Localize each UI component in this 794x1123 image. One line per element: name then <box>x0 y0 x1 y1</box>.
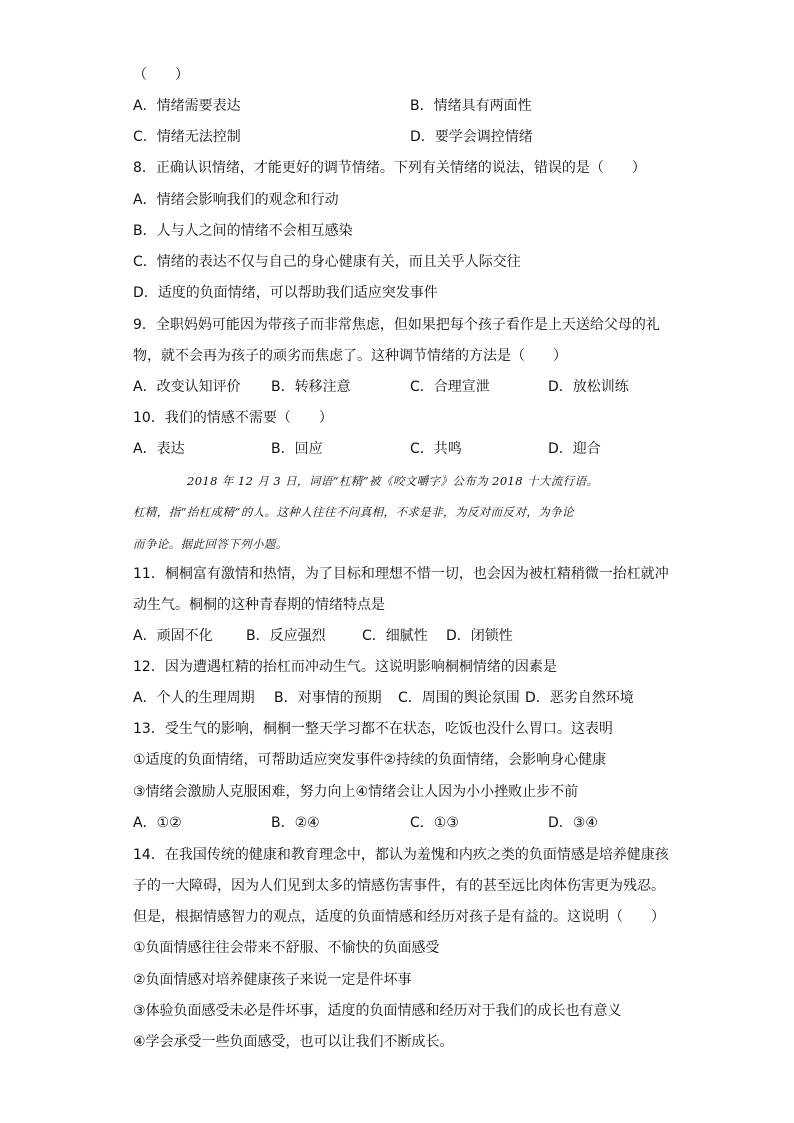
q8-option-b: B．人与人之间的情绪不会相互感染 <box>133 223 353 239</box>
q11-option-a: A．顽固不化 <box>133 628 213 644</box>
q8-option-d: D．适度的负面情绪，可以帮助我们适应突发事件 <box>133 285 438 301</box>
q7-option-b: B．情绪具有两面性 <box>410 98 532 114</box>
q9-option-a: A．改变认知评价 <box>133 379 241 395</box>
q9-option-b: B．转移注意 <box>271 379 351 395</box>
q8-stem: 8．正确认识情绪，才能更好的调节情绪。下列有关情绪的说法，错误的是（ ） <box>133 160 646 176</box>
q12-stem: 12．因为遭遇杠精的抬杠而冲动生气。这说明影响桐桐情绪的因素是 <box>133 659 557 675</box>
q13-option-d: D．③④ <box>548 815 598 831</box>
q14-statement-3: ③体验负面感受未必是件坏事，适度的负面情感和经历对于我们的成长也有意义 <box>133 1003 622 1019</box>
q8-option-a: A．情绪会影响我们的观念和行动 <box>133 192 339 208</box>
q9-option-c: C．合理宣泄 <box>410 379 490 395</box>
q12-option-c: C．周围的舆论氛围 <box>398 690 520 706</box>
q14-stem-line2: 子的一大障碍，因为人们见到太多的情感伤害事件，有的甚至远比肉体伤害更为残忍。 <box>133 878 665 894</box>
q13-stem: 13．受生气的影响，桐桐一整天学习都不在状态，吃饭也没什么胃口。这表明 <box>133 721 613 737</box>
q9-option-d: D．放松训练 <box>548 379 629 395</box>
q13-option-a: A．①② <box>133 815 182 831</box>
q14-statement-1: ①负面情感往往会带来不舒服、不愉快的负面感受 <box>133 940 440 956</box>
q10-stem: 10．我们的情感不需要（ ） <box>133 410 333 426</box>
q7-option-c: C．情绪无法控制 <box>133 129 241 145</box>
q13-statement-line1: ①适度的负面情绪，可帮助适应突发事件②持续的负面情绪，会影响身心健康 <box>133 752 607 768</box>
material-line3: 而争论。据此回答下列小题。 <box>133 537 288 551</box>
q14-stem-line3: 但是，根据情感智力的观点，适度的负面情感和经历对孩子是有益的。这说明（ ） <box>133 909 665 925</box>
q7-option-d: D．要学会调控情绪 <box>410 129 533 145</box>
q9-stem-line2: 物，就不会再为孩子的顽劣而焦虑了。这种调节情绪的方法是（ ） <box>133 348 567 364</box>
material-line2: 杠精，指“抬杠成精”的人。这种人往往不问真相，不求是非，为反对而反对，为争论 <box>133 505 574 519</box>
q14-statement-2: ②负面情感对培养健康孩子来说一定是件坏事 <box>133 972 412 988</box>
q11-stem-line2: 动生气。桐桐的这种青春期的情绪特点是 <box>133 597 385 613</box>
q11-option-b: B．反应强烈 <box>246 628 326 644</box>
q10-option-c: C．共鸣 <box>410 441 462 457</box>
q13-statement-line2: ③情绪会激励人克服困难，努力向上④情绪会让人因为小小挫败止步不前 <box>133 784 579 800</box>
q13-option-c: C．①③ <box>410 815 459 831</box>
q10-option-b: B．回应 <box>271 441 323 457</box>
q11-option-d: D．闭锁性 <box>446 628 513 644</box>
q11-stem-line1: 11．桐桐富有激情和热情，为了目标和理想不惜一切，也会因为被杠精稍微一抬杠就冲 <box>133 566 669 582</box>
q7-option-a: A．情绪需要表达 <box>133 98 241 114</box>
q12-option-d: D．恶劣自然环境 <box>525 690 634 706</box>
q10-option-a: A．表达 <box>133 441 185 457</box>
q11-option-c: C．细腻性 <box>362 628 428 644</box>
material-line1: 2018 年 12 月 3 日，词语“杠精”被《咬文嚼字》公布为 2018 十大流行语。 <box>187 474 599 488</box>
q13-option-b: B．②④ <box>271 815 320 831</box>
q14-stem-line1: 14．在我国传统的健康和教育理念中，都认为羞愧和内疚之类的负面情感是培养健康孩 <box>133 847 669 863</box>
q12-option-a: A．个人的生理周期 <box>133 690 255 706</box>
q14-statement-4: ④学会承受一些负面感受，也可以让我们不断成长。 <box>133 1034 454 1050</box>
q12-option-b: B．对事情的预期 <box>274 690 382 706</box>
q7-answer-blank: （ ） <box>133 67 189 83</box>
q8-option-c: C．情绪的表达不仅与自己的身心健康有关，而且关乎人际交往 <box>133 254 521 270</box>
q10-option-d: D．迎合 <box>548 441 601 457</box>
q9-stem-line1: 9．全职妈妈可能因为带孩子而非常焦虑，但如果把每个孩子看作是上天送给父母的礼 <box>133 317 660 333</box>
